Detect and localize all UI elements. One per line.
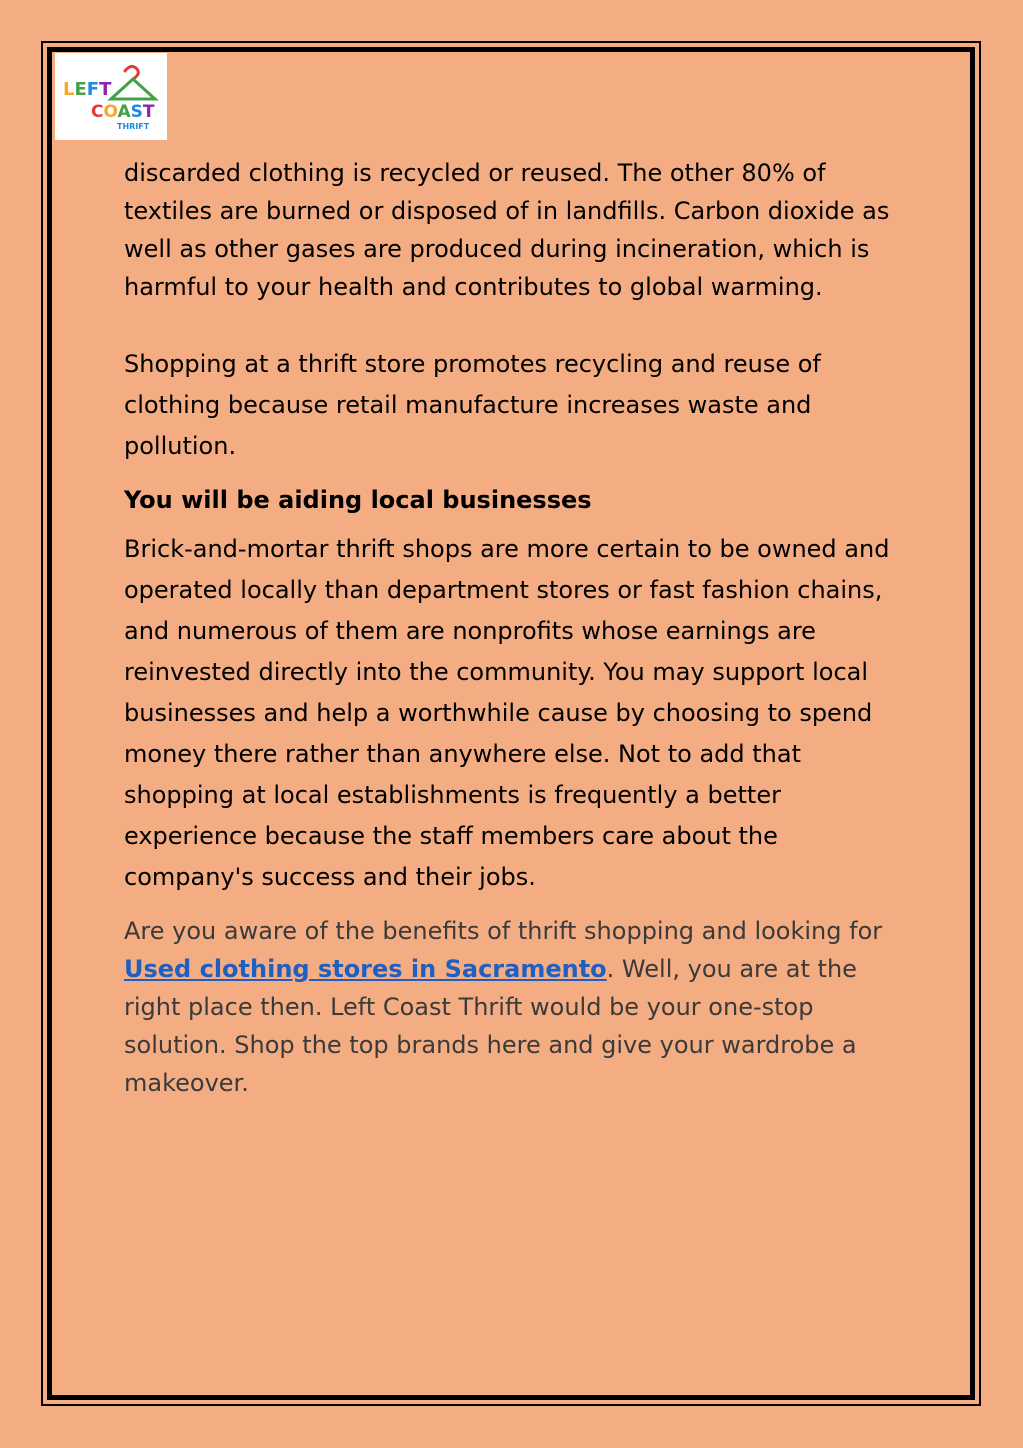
left-coast-thrift-logo (55, 53, 167, 140)
logo-text-left: LEFT (63, 79, 112, 100)
cta-text-after: . Well, you are at the right place then. Left Coast Thrift would be your one-stop solution. Shop the top brands here and give your wardrobe a makeover. (124, 955, 857, 1097)
logo-text-thrift: THRIFT (117, 122, 150, 131)
logo-text-coast: COAST (91, 102, 155, 122)
used-clothing-stores-link[interactable]: Used clothing stores in Sacramento (124, 955, 607, 983)
logo-graphic (55, 53, 167, 140)
paragraph-recycling-stats: discarded clothing is recycled or reused. The other 80% of textiles are burned or disposed of in landfills. Carbon dioxide as well as other gases are produced during incineration, which is harmful to your health and contributes to global warming. (124, 159, 890, 301)
hanger-icon (111, 66, 155, 99)
section-heading-local-businesses: You will be aiding local businesses (124, 486, 592, 514)
paragraph-local-businesses: Brick-and-mortar thrift shops are more certain to be owned and operated locally than department stores or fast fashion chains, and numerous of them are nonprofits whose earnings are reinvested directly into the community. You may support local businesses and help a worthwhile cause by choosing to spend money there rather than anywhere else. Not to add that shopping at local establishments is frequently a better experience because the staff members care about the company's success and their jobs. (124, 535, 890, 891)
paragraph-thrift-recycling: Shopping at a thrift store promotes recycling and reuse of clothing because retail manufacture increases waste and pollution. (124, 350, 821, 460)
cta-text-before: Are you aware of the benefits of thrift shopping and looking for (124, 917, 883, 945)
document-body (124, 154, 914, 1102)
blank-line (124, 306, 914, 344)
paragraph-call-to-action (124, 912, 914, 1102)
